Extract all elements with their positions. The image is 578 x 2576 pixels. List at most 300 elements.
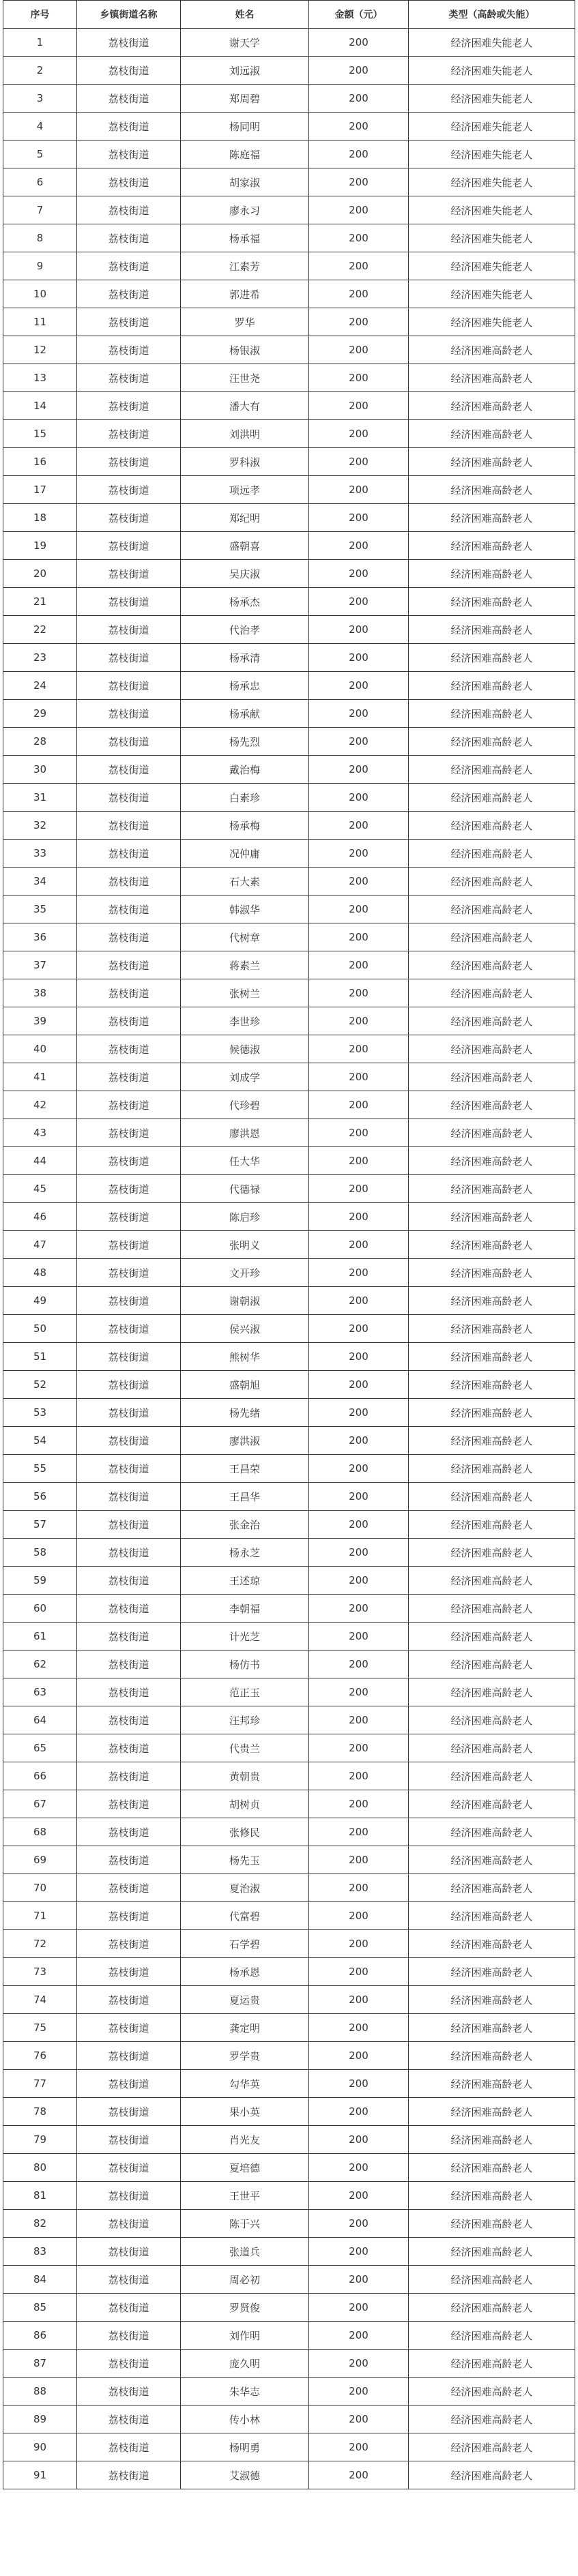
cell-type: 经济困难高龄老人 xyxy=(409,364,575,392)
cell-type: 经济困难高龄老人 xyxy=(409,2070,575,2098)
cell-street-name: 荔枝街道 xyxy=(77,2126,181,2154)
cell-amount: 200 xyxy=(309,1623,409,1650)
cell-person-name: 陈于兴 xyxy=(181,2210,309,2238)
cell-street-name: 荔枝街道 xyxy=(77,588,181,616)
cell-street-name: 荔枝街道 xyxy=(77,2042,181,2070)
table-row xyxy=(3,1147,575,1175)
cell-street-name: 荔枝街道 xyxy=(77,1455,181,1483)
cell-type: 经济困难高龄老人 xyxy=(409,1147,575,1175)
cell-person-name: 罗科淑 xyxy=(181,448,309,476)
cell-street-name: 荔枝街道 xyxy=(77,784,181,812)
cell-person-name: 龚定明 xyxy=(181,2014,309,2042)
cell-amount: 200 xyxy=(309,113,409,140)
table-row xyxy=(3,672,575,700)
cell-person-name: 廖洪恩 xyxy=(181,1119,309,1147)
cell-type: 经济困难失能老人 xyxy=(409,224,575,252)
cell-index: 48 xyxy=(3,1259,77,1287)
cell-person-name: 黄朝贵 xyxy=(181,1762,309,1790)
cell-person-name: 朱华志 xyxy=(181,2378,309,2405)
cell-type: 经济困难高龄老人 xyxy=(409,1091,575,1119)
cell-person-name: 杨承福 xyxy=(181,224,309,252)
cell-amount: 200 xyxy=(309,476,409,504)
cell-type: 经济困难高龄老人 xyxy=(409,2182,575,2210)
cell-index: 17 xyxy=(3,476,77,504)
table-row xyxy=(3,113,575,140)
cell-street-name: 荔枝街道 xyxy=(77,700,181,728)
cell-type: 经济困难高龄老人 xyxy=(409,1623,575,1650)
cell-type: 经济困难高龄老人 xyxy=(409,1483,575,1511)
cell-person-name: 王述琼 xyxy=(181,1567,309,1595)
cell-index: 63 xyxy=(3,1678,77,1706)
cell-street-name: 荔枝街道 xyxy=(77,812,181,840)
cell-type: 经济困难高龄老人 xyxy=(409,1678,575,1706)
cell-index: 34 xyxy=(3,868,77,895)
cell-amount: 200 xyxy=(309,1315,409,1343)
cell-person-name: 项远孝 xyxy=(181,476,309,504)
table-row xyxy=(3,532,575,560)
cell-person-name: 肖光友 xyxy=(181,2126,309,2154)
cell-type: 经济困难高龄老人 xyxy=(409,1511,575,1539)
table-row xyxy=(3,420,575,448)
table-row xyxy=(3,868,575,895)
cell-street-name: 荔枝街道 xyxy=(77,2378,181,2405)
cell-street-name: 荔枝街道 xyxy=(77,392,181,420)
cell-index: 5 xyxy=(3,140,77,168)
cell-index: 67 xyxy=(3,1790,77,1818)
table-row xyxy=(3,923,575,951)
cell-person-name: 杨先绪 xyxy=(181,1399,309,1427)
cell-type: 经济困难高龄老人 xyxy=(409,1371,575,1399)
cell-type: 经济困难高龄老人 xyxy=(409,1259,575,1287)
cell-amount: 200 xyxy=(309,672,409,700)
cell-index: 13 xyxy=(3,364,77,392)
cell-street-name: 荔枝街道 xyxy=(77,1623,181,1650)
cell-index: 44 xyxy=(3,1147,77,1175)
cell-index: 56 xyxy=(3,1483,77,1511)
cell-street-name: 荔枝街道 xyxy=(77,1063,181,1091)
cell-type: 经济困难高龄老人 xyxy=(409,1539,575,1567)
cell-amount: 200 xyxy=(309,812,409,840)
cell-amount: 200 xyxy=(309,1958,409,1986)
cell-type: 经济困难高龄老人 xyxy=(409,951,575,979)
header-person-name: 姓名 xyxy=(181,1,309,29)
cell-index: 31 xyxy=(3,784,77,812)
cell-type: 经济困难高龄老人 xyxy=(409,2266,575,2294)
cell-type: 经济困难高龄老人 xyxy=(409,476,575,504)
table-row xyxy=(3,1706,575,1734)
cell-index: 40 xyxy=(3,1035,77,1063)
cell-index: 84 xyxy=(3,2266,77,2294)
cell-index: 9 xyxy=(3,252,77,280)
cell-amount: 200 xyxy=(309,420,409,448)
cell-person-name: 张道兵 xyxy=(181,2238,309,2266)
cell-index: 82 xyxy=(3,2210,77,2238)
cell-index: 14 xyxy=(3,392,77,420)
cell-amount: 200 xyxy=(309,1119,409,1147)
table-row xyxy=(3,504,575,532)
cell-type: 经济困难失能老人 xyxy=(409,280,575,308)
cell-street-name: 荔枝街道 xyxy=(77,476,181,504)
cell-index: 80 xyxy=(3,2154,77,2182)
cell-street-name: 荔枝街道 xyxy=(77,2294,181,2322)
cell-person-name: 潘大有 xyxy=(181,392,309,420)
cell-person-name: 汪邦珍 xyxy=(181,1706,309,1734)
cell-street-name: 荔枝街道 xyxy=(77,1818,181,1846)
cell-amount: 200 xyxy=(309,756,409,784)
cell-index: 49 xyxy=(3,1287,77,1315)
cell-amount: 200 xyxy=(309,1259,409,1287)
table-row xyxy=(3,1427,575,1455)
cell-index: 3 xyxy=(3,85,77,113)
cell-person-name: 张明义 xyxy=(181,1231,309,1259)
cell-amount: 200 xyxy=(309,1986,409,2014)
table-row xyxy=(3,2070,575,2098)
cell-index: 2 xyxy=(3,57,77,85)
cell-type: 经济困难高龄老人 xyxy=(409,1930,575,1958)
cell-amount: 200 xyxy=(309,2070,409,2098)
cell-person-name: 夏培德 xyxy=(181,2154,309,2182)
cell-type: 经济困难高龄老人 xyxy=(409,840,575,868)
cell-street-name: 荔枝街道 xyxy=(77,2433,181,2461)
cell-index: 60 xyxy=(3,1595,77,1623)
cell-person-name: 杨永芝 xyxy=(181,1539,309,1567)
cell-street-name: 荔枝街道 xyxy=(77,1427,181,1455)
table-row xyxy=(3,784,575,812)
cell-index: 88 xyxy=(3,2378,77,2405)
cell-type: 经济困难高龄老人 xyxy=(409,1846,575,1874)
cell-index: 53 xyxy=(3,1399,77,1427)
cell-amount: 200 xyxy=(309,2098,409,2126)
cell-type: 经济困难高龄老人 xyxy=(409,2461,575,2489)
cell-amount: 200 xyxy=(309,280,409,308)
cell-type: 经济困难高龄老人 xyxy=(409,2322,575,2350)
cell-amount: 200 xyxy=(309,1231,409,1259)
cell-index: 43 xyxy=(3,1119,77,1147)
table-row xyxy=(3,560,575,588)
cell-index: 57 xyxy=(3,1511,77,1539)
cell-street-name: 荔枝街道 xyxy=(77,840,181,868)
cell-person-name: 李朝福 xyxy=(181,1595,309,1623)
table-row xyxy=(3,2182,575,2210)
cell-amount: 200 xyxy=(309,1734,409,1762)
cell-amount: 200 xyxy=(309,392,409,420)
cell-person-name: 陈庭福 xyxy=(181,140,309,168)
cell-street-name: 荔枝街道 xyxy=(77,560,181,588)
cell-street-name: 荔枝街道 xyxy=(77,2154,181,2182)
cell-street-name: 荔枝街道 xyxy=(77,1511,181,1539)
table-row xyxy=(3,1567,575,1595)
table-row xyxy=(3,2098,575,2126)
cell-type: 经济困难失能老人 xyxy=(409,85,575,113)
cell-amount: 200 xyxy=(309,1790,409,1818)
cell-index: 6 xyxy=(3,168,77,196)
cell-amount: 200 xyxy=(309,2266,409,2294)
cell-index: 41 xyxy=(3,1063,77,1091)
cell-index: 64 xyxy=(3,1706,77,1734)
cell-person-name: 代树章 xyxy=(181,923,309,951)
cell-type: 经济困难高龄老人 xyxy=(409,1119,575,1147)
table-row xyxy=(3,2014,575,2042)
cell-index: 35 xyxy=(3,895,77,923)
cell-index: 83 xyxy=(3,2238,77,2266)
table-row xyxy=(3,1678,575,1706)
cell-street-name: 荔枝街道 xyxy=(77,196,181,224)
table-row xyxy=(3,1007,575,1035)
cell-amount: 200 xyxy=(309,1706,409,1734)
cell-type: 经济困难高龄老人 xyxy=(409,923,575,951)
cell-person-name: 蒋素兰 xyxy=(181,951,309,979)
cell-amount: 200 xyxy=(309,29,409,57)
cell-index: 90 xyxy=(3,2433,77,2461)
cell-amount: 200 xyxy=(309,979,409,1007)
cell-street-name: 荔枝街道 xyxy=(77,1231,181,1259)
cell-street-name: 荔枝街道 xyxy=(77,1678,181,1706)
table-row xyxy=(3,196,575,224)
cell-amount: 200 xyxy=(309,336,409,364)
cell-index: 46 xyxy=(3,1203,77,1231)
cell-street-name: 荔枝街道 xyxy=(77,1119,181,1147)
cell-amount: 200 xyxy=(309,308,409,336)
cell-person-name: 韩淑华 xyxy=(181,895,309,923)
cell-street-name: 荔枝街道 xyxy=(77,1762,181,1790)
cell-person-name: 罗华 xyxy=(181,308,309,336)
cell-person-name: 李世珍 xyxy=(181,1007,309,1035)
cell-index: 21 xyxy=(3,588,77,616)
cell-amount: 200 xyxy=(309,2042,409,2070)
cell-person-name: 侯兴淑 xyxy=(181,1315,309,1343)
cell-type: 经济困难高龄老人 xyxy=(409,2042,575,2070)
table-row xyxy=(3,224,575,252)
table-row xyxy=(3,1063,575,1091)
cell-person-name: 廖永习 xyxy=(181,196,309,224)
cell-type: 经济困难高龄老人 xyxy=(409,1706,575,1734)
cell-street-name: 荔枝街道 xyxy=(77,1483,181,1511)
cell-person-name: 杨承梅 xyxy=(181,812,309,840)
cell-amount: 200 xyxy=(309,2238,409,2266)
cell-amount: 200 xyxy=(309,923,409,951)
cell-amount: 200 xyxy=(309,1287,409,1315)
cell-amount: 200 xyxy=(309,951,409,979)
cell-street-name: 荔枝街道 xyxy=(77,2014,181,2042)
table-row xyxy=(3,1511,575,1539)
cell-index: 79 xyxy=(3,2126,77,2154)
cell-type: 经济困难高龄老人 xyxy=(409,1287,575,1315)
cell-person-name: 杨承清 xyxy=(181,644,309,672)
cell-type: 经济困难高龄老人 xyxy=(409,1175,575,1203)
cell-street-name: 荔枝街道 xyxy=(77,2322,181,2350)
table-row xyxy=(3,756,575,784)
table-row xyxy=(3,364,575,392)
cell-index: 81 xyxy=(3,2182,77,2210)
cell-index: 73 xyxy=(3,1958,77,1986)
cell-index: 20 xyxy=(3,560,77,588)
cell-amount: 200 xyxy=(309,728,409,756)
cell-street-name: 荔枝街道 xyxy=(77,252,181,280)
cell-amount: 200 xyxy=(309,1818,409,1846)
cell-person-name: 传小林 xyxy=(181,2405,309,2433)
cell-person-name: 代治孝 xyxy=(181,616,309,644)
cell-amount: 200 xyxy=(309,1063,409,1091)
cell-index: 18 xyxy=(3,504,77,532)
cell-street-name: 荔枝街道 xyxy=(77,336,181,364)
cell-street-name: 荔枝街道 xyxy=(77,644,181,672)
table-row xyxy=(3,336,575,364)
cell-amount: 200 xyxy=(309,1091,409,1119)
table-row xyxy=(3,2461,575,2489)
table-row xyxy=(3,1315,575,1343)
table-row xyxy=(3,85,575,113)
cell-person-name: 王昌荣 xyxy=(181,1455,309,1483)
header-amount: 金额（元） xyxy=(309,1,409,29)
cell-amount: 200 xyxy=(309,1902,409,1930)
cell-street-name: 荔枝街道 xyxy=(77,1874,181,1902)
cell-person-name: 杨先玉 xyxy=(181,1846,309,1874)
cell-type: 经济困难失能老人 xyxy=(409,57,575,85)
table-row xyxy=(3,840,575,868)
cell-person-name: 杨明勇 xyxy=(181,2433,309,2461)
cell-person-name: 杨承恩 xyxy=(181,1958,309,1986)
cell-street-name: 荔枝街道 xyxy=(77,1595,181,1623)
table-row xyxy=(3,979,575,1007)
cell-amount: 200 xyxy=(309,1595,409,1623)
table-row xyxy=(3,2154,575,2182)
cell-index: 58 xyxy=(3,1539,77,1567)
cell-index: 72 xyxy=(3,1930,77,1958)
cell-amount: 200 xyxy=(309,364,409,392)
cell-amount: 200 xyxy=(309,1930,409,1958)
cell-index: 52 xyxy=(3,1371,77,1399)
cell-type: 经济困难高龄老人 xyxy=(409,1874,575,1902)
cell-index: 54 xyxy=(3,1427,77,1455)
cell-index: 8 xyxy=(3,224,77,252)
cell-street-name: 荔枝街道 xyxy=(77,1399,181,1427)
cell-index: 76 xyxy=(3,2042,77,2070)
cell-type: 经济困难高龄老人 xyxy=(409,448,575,476)
cell-type: 经济困难失能老人 xyxy=(409,140,575,168)
cell-person-name: 况仲庸 xyxy=(181,840,309,868)
cell-type: 经济困难高龄老人 xyxy=(409,1818,575,1846)
cell-type: 经济困难高龄老人 xyxy=(409,2378,575,2405)
cell-person-name: 张修民 xyxy=(181,1818,309,1846)
cell-type: 经济困难高龄老人 xyxy=(409,2405,575,2433)
cell-amount: 200 xyxy=(309,700,409,728)
table-row xyxy=(3,1231,575,1259)
cell-person-name: 计光芝 xyxy=(181,1623,309,1650)
cell-type: 经济困难高龄老人 xyxy=(409,1986,575,2014)
table-row xyxy=(3,1119,575,1147)
table-row xyxy=(3,1175,575,1203)
table-row xyxy=(3,1623,575,1650)
cell-street-name: 荔枝街道 xyxy=(77,532,181,560)
cell-street-name: 荔枝街道 xyxy=(77,113,181,140)
cell-type: 经济困难高龄老人 xyxy=(409,2294,575,2322)
cell-type: 经济困难高龄老人 xyxy=(409,700,575,728)
cell-street-name: 荔枝街道 xyxy=(77,1790,181,1818)
cell-type: 经济困难失能老人 xyxy=(409,252,575,280)
table-row xyxy=(3,476,575,504)
table-row xyxy=(3,1483,575,1511)
cell-person-name: 熊树华 xyxy=(181,1343,309,1371)
cell-person-name: 艾淑德 xyxy=(181,2461,309,2489)
cell-street-name: 荔枝街道 xyxy=(77,1175,181,1203)
cell-person-name: 刘作明 xyxy=(181,2322,309,2350)
cell-street-name: 荔枝街道 xyxy=(77,1986,181,2014)
cell-amount: 200 xyxy=(309,1035,409,1063)
table-row xyxy=(3,1650,575,1678)
cell-street-name: 荔枝街道 xyxy=(77,1958,181,1986)
table-row xyxy=(3,1455,575,1483)
cell-person-name: 石学碧 xyxy=(181,1930,309,1958)
cell-amount: 200 xyxy=(309,196,409,224)
cell-type: 经济困难失能老人 xyxy=(409,308,575,336)
table-row xyxy=(3,392,575,420)
cell-street-name: 荔枝街道 xyxy=(77,2405,181,2433)
cell-person-name: 代德禄 xyxy=(181,1175,309,1203)
cell-person-name: 盛朝旭 xyxy=(181,1371,309,1399)
cell-street-name: 荔枝街道 xyxy=(77,140,181,168)
cell-index: 65 xyxy=(3,1734,77,1762)
cell-street-name: 荔枝街道 xyxy=(77,868,181,895)
table-row xyxy=(3,1874,575,1902)
cell-index: 23 xyxy=(3,644,77,672)
cell-type: 经济困难高龄老人 xyxy=(409,1399,575,1427)
cell-person-name: 郑纪明 xyxy=(181,504,309,532)
cell-type: 经济困难失能老人 xyxy=(409,196,575,224)
cell-type: 经济困难高龄老人 xyxy=(409,1455,575,1483)
cell-type: 经济困难高龄老人 xyxy=(409,728,575,756)
table-row xyxy=(3,280,575,308)
cell-person-name: 代富碧 xyxy=(181,1902,309,1930)
cell-type: 经济困难高龄老人 xyxy=(409,1958,575,1986)
cell-index: 91 xyxy=(3,2461,77,2489)
cell-type: 经济困难高龄老人 xyxy=(409,868,575,895)
cell-person-name: 杨承杰 xyxy=(181,588,309,616)
cell-index: 45 xyxy=(3,1175,77,1203)
cell-type: 经济困难高龄老人 xyxy=(409,1902,575,1930)
cell-street-name: 荔枝街道 xyxy=(77,2210,181,2238)
cell-index: 61 xyxy=(3,1623,77,1650)
cell-street-name: 荔枝街道 xyxy=(77,1203,181,1231)
cell-index: 24 xyxy=(3,672,77,700)
table-row xyxy=(3,2266,575,2294)
cell-person-name: 刘远淑 xyxy=(181,57,309,85)
cell-type: 经济困难高龄老人 xyxy=(409,2210,575,2238)
table-row xyxy=(3,2126,575,2154)
table-row xyxy=(3,57,575,85)
table-row xyxy=(3,1930,575,1958)
cell-street-name: 荔枝街道 xyxy=(77,1539,181,1567)
table-row xyxy=(3,1259,575,1287)
cell-index: 12 xyxy=(3,336,77,364)
cell-type: 经济困难高龄老人 xyxy=(409,1007,575,1035)
cell-amount: 200 xyxy=(309,168,409,196)
cell-street-name: 荔枝街道 xyxy=(77,672,181,700)
cell-amount: 200 xyxy=(309,504,409,532)
cell-street-name: 荔枝街道 xyxy=(77,2070,181,2098)
cell-index: 85 xyxy=(3,2294,77,2322)
subsidy-table xyxy=(3,0,575,2489)
cell-index: 89 xyxy=(3,2405,77,2433)
cell-street-name: 荔枝街道 xyxy=(77,2182,181,2210)
cell-type: 经济困难高龄老人 xyxy=(409,1734,575,1762)
cell-street-name: 荔枝街道 xyxy=(77,1147,181,1175)
cell-amount: 200 xyxy=(309,532,409,560)
cell-street-name: 荔枝街道 xyxy=(77,168,181,196)
cell-person-name: 吴庆淑 xyxy=(181,560,309,588)
cell-amount: 200 xyxy=(309,224,409,252)
cell-amount: 200 xyxy=(309,588,409,616)
cell-type: 经济困难高龄老人 xyxy=(409,392,575,420)
